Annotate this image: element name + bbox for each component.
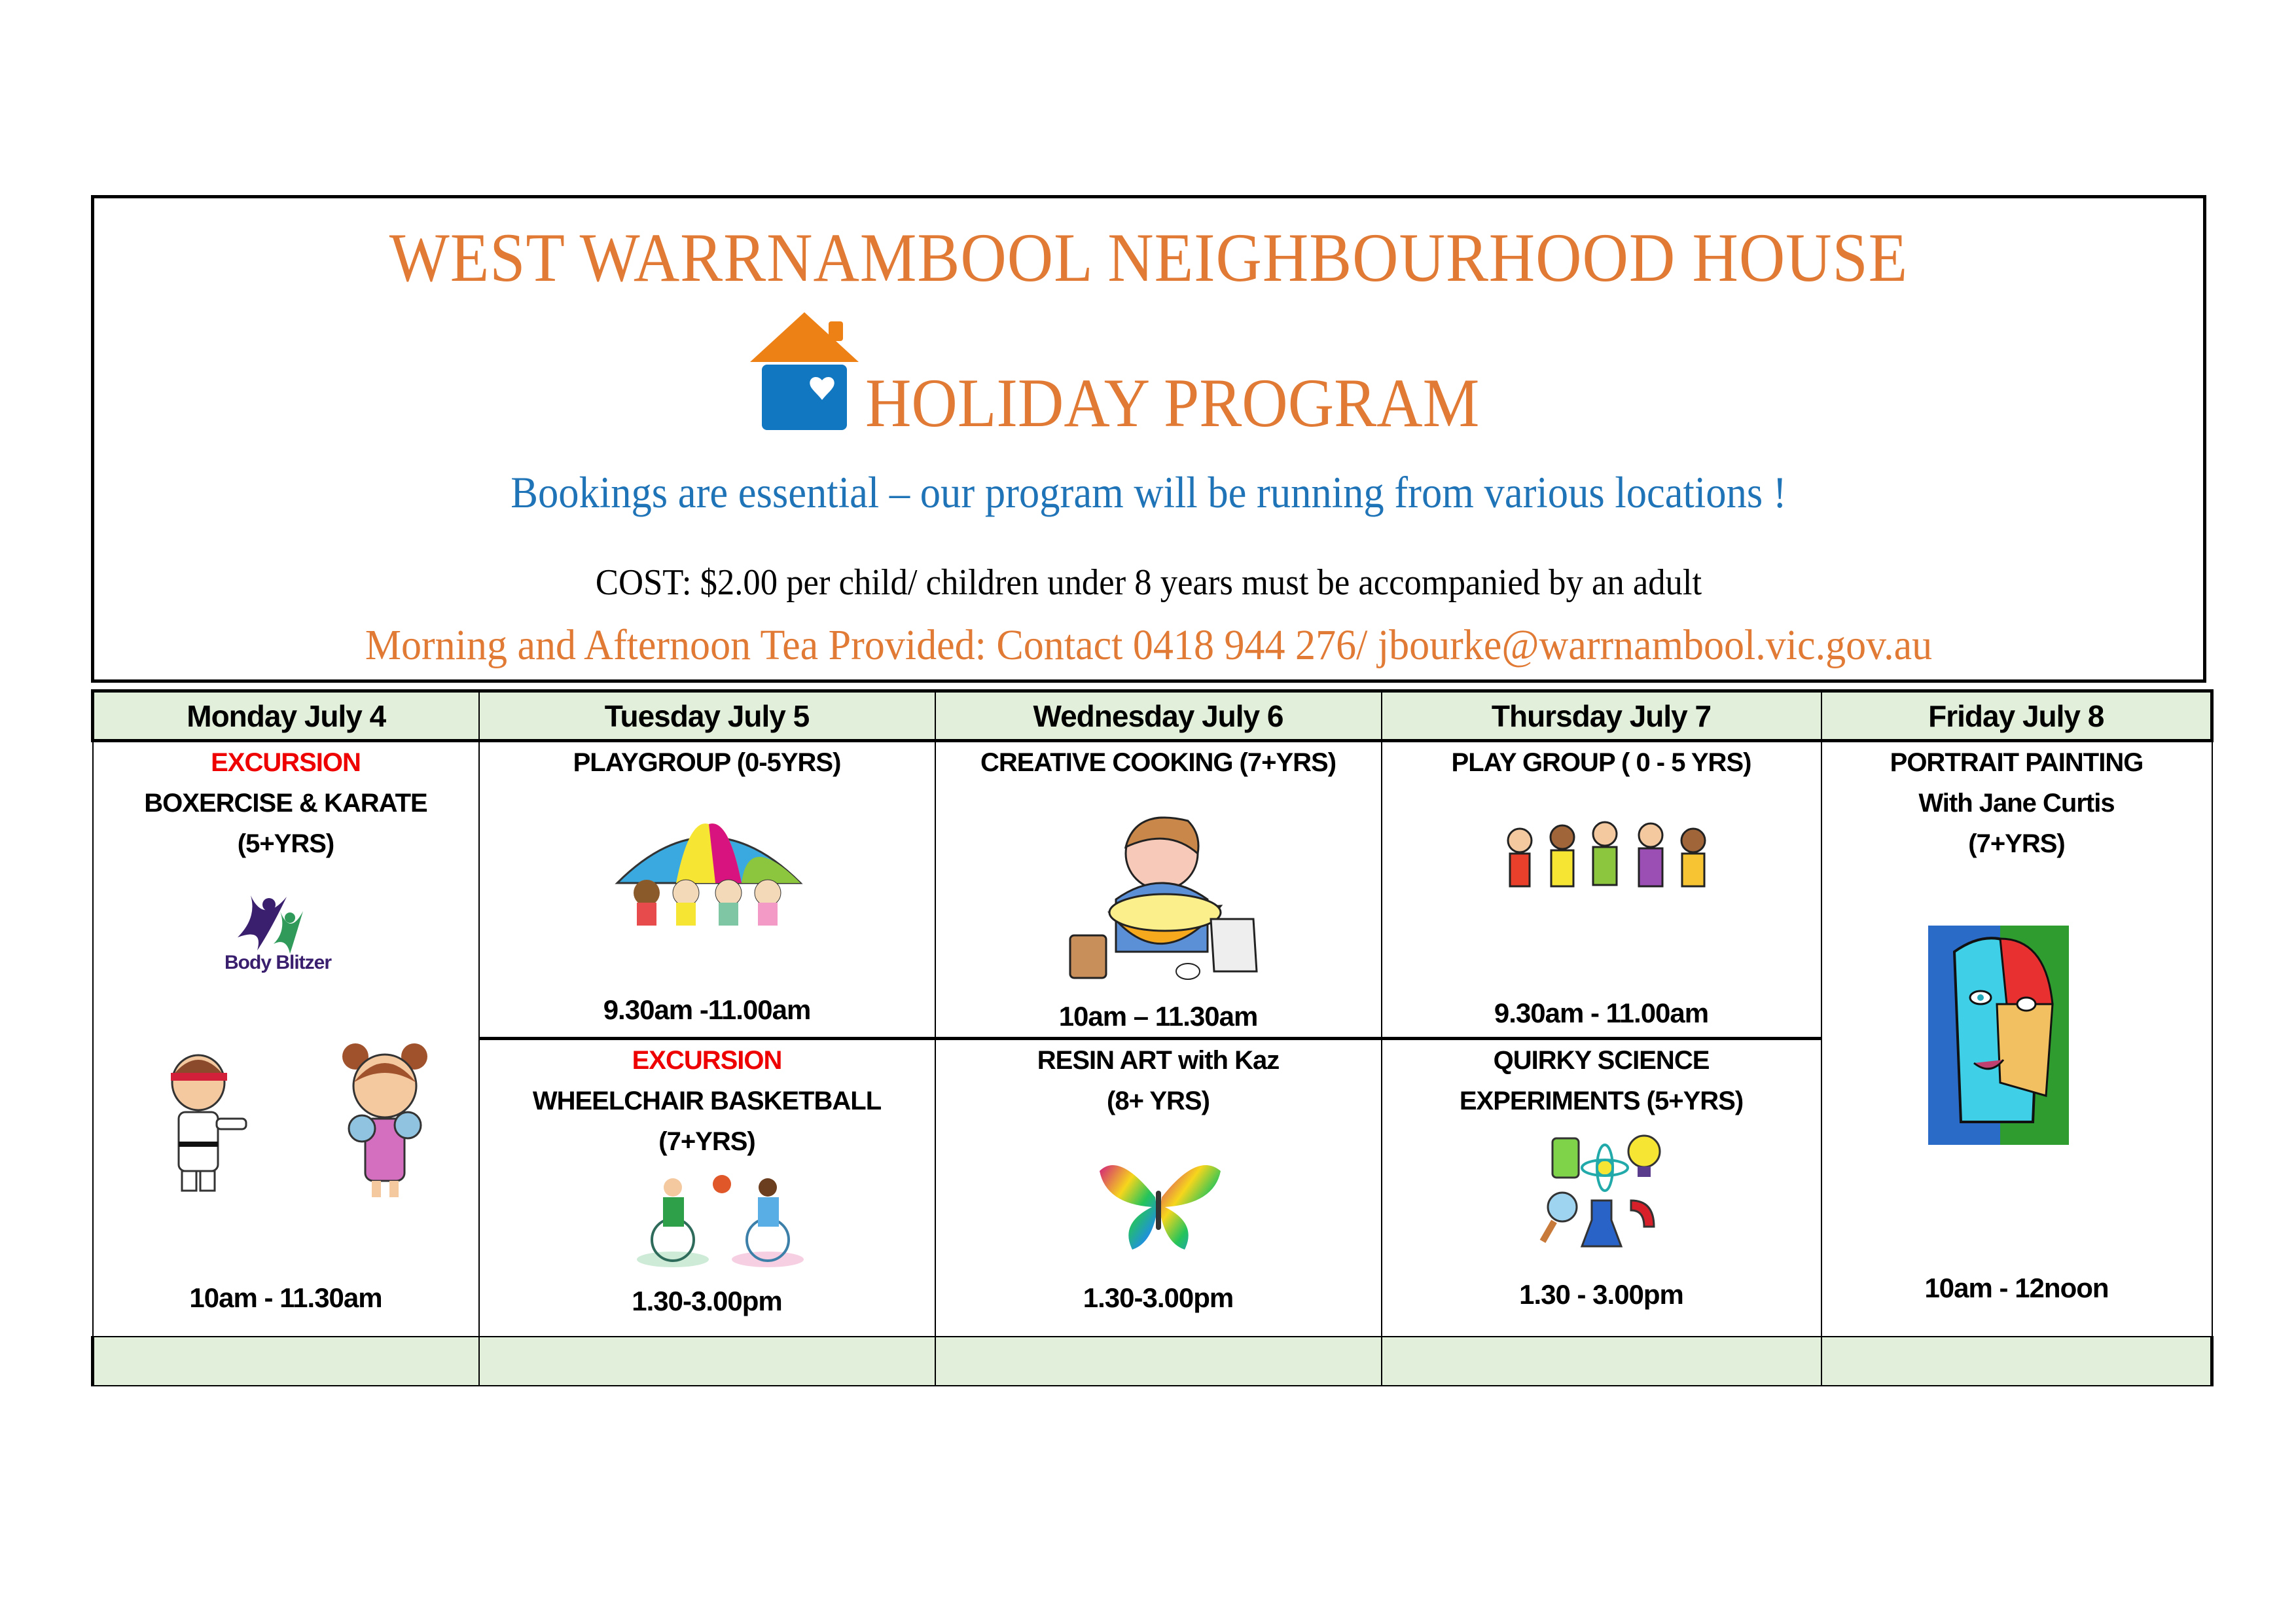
- monday-activity: [93, 741, 479, 1337]
- bookings-notice: Bookings are essential – our program will be running from various locations !: [511, 467, 1787, 517]
- house-heart-icon: [749, 310, 860, 434]
- day-header-thursday: Thursday July 7: [1382, 691, 1821, 741]
- time-slot: 1.30 - 3.00pm: [1519, 1279, 1683, 1310]
- activity-title: RESIN ART with Kaz: [1037, 1046, 1280, 1075]
- activity-title: CREATIVE COOKING (7+YRS): [980, 748, 1336, 777]
- activity-title: PORTRAIT PAINTING: [1890, 748, 2144, 777]
- footer-cell-friday: [1821, 1337, 2212, 1386]
- cost-notice: COST: $2.00 per child/ children under 8 years must be accompanied by an adult: [595, 562, 1702, 603]
- parachute-kids-icon: [611, 818, 807, 929]
- activity-title: WHEELCHAIR BASKETBALL: [532, 1087, 882, 1115]
- science-experiments-icon: [1539, 1128, 1664, 1253]
- excursion-tag: EXCURSION: [211, 748, 361, 777]
- logo-row: [749, 310, 1665, 441]
- activity-title: QUIRKY SCIENCE: [1493, 1046, 1710, 1075]
- activity-title: PLAY GROUP ( 0 - 5 YRS): [1451, 748, 1751, 777]
- dancing-kids-icon: [1494, 808, 1716, 919]
- excursion-tag: EXCURSION: [632, 1046, 782, 1075]
- butterfly-icon: [1093, 1151, 1224, 1256]
- wheelchair-basketball-icon: [634, 1168, 810, 1272]
- footer-cell-thursday: [1382, 1337, 1821, 1386]
- program-subtitle: HOLIDAY PROGRAM: [865, 365, 1480, 441]
- time-slot: 10am - 12noon: [1924, 1272, 2109, 1303]
- tuesday-am-activity: [479, 741, 935, 1039]
- age-range: (8+ YRS): [1107, 1087, 1210, 1115]
- time-slot: 9.30am -11.00am: [603, 994, 811, 1025]
- day-header-wednesday: Wednesday July 6: [935, 691, 1382, 741]
- activity-title: BOXERCISE & KARATE: [144, 789, 427, 818]
- activity-host: With Jane Curtis: [1918, 789, 2115, 818]
- thursday-pm-activity: [1382, 1039, 1821, 1337]
- activity-title-continued: EXPERIMENTS (5+YRS): [1459, 1087, 1744, 1115]
- age-range: (5+YRS): [237, 829, 334, 858]
- day-header-row: [93, 691, 2212, 741]
- program-header: [91, 195, 2206, 683]
- footer-cell-monday: [93, 1337, 479, 1386]
- day-header-monday: Monday July 4: [93, 691, 479, 741]
- time-slot: 1.30-3.00pm: [1083, 1282, 1234, 1313]
- empty-footer-row: [93, 1337, 2212, 1386]
- time-slot: 9.30am - 11.00am: [1494, 998, 1709, 1028]
- karate-boy-icon: [159, 1050, 251, 1194]
- footer-cell-wednesday: [935, 1337, 1382, 1386]
- footer-cell-tuesday: [479, 1337, 935, 1386]
- time-slot: 10am - 11.30am: [189, 1282, 382, 1313]
- svg-text:Body Blitzer: Body Blitzer: [224, 952, 331, 973]
- day-header-friday: Friday July 8: [1821, 691, 2212, 741]
- time-slot: 10am – 11.30am: [1058, 1001, 1258, 1032]
- time-slot: 1.30-3.00pm: [632, 1286, 782, 1316]
- body-blitzer-logo: [224, 892, 342, 977]
- thursday-am-activity: [1382, 741, 1821, 1039]
- wednesday-am-activity: [935, 741, 1382, 1039]
- day-header-tuesday: Tuesday July 5: [479, 691, 935, 741]
- age-range: (7+YRS): [658, 1127, 755, 1156]
- boxing-girl-icon: [336, 1037, 434, 1200]
- schedule-table: [91, 689, 2214, 1386]
- contact-info[interactable]: Morning and Afternoon Tea Provided: Contact 0418 944 276/ jbourke@warrnambool.vic.gov.au: [365, 621, 1933, 669]
- age-range: (7+YRS): [1968, 829, 2065, 858]
- friday-activity: [1821, 741, 2212, 1337]
- activity-title: PLAYGROUP (0-5YRS): [573, 748, 841, 777]
- wednesday-pm-activity: [935, 1039, 1382, 1337]
- cooking-child-icon: [1057, 808, 1266, 984]
- organisation-title: WEST WARRNAMBOOL NEIGHBOURHOOD HOUSE: [389, 219, 1909, 296]
- tuesday-pm-activity: [479, 1039, 935, 1337]
- portrait-painting-icon: [1928, 926, 2069, 1145]
